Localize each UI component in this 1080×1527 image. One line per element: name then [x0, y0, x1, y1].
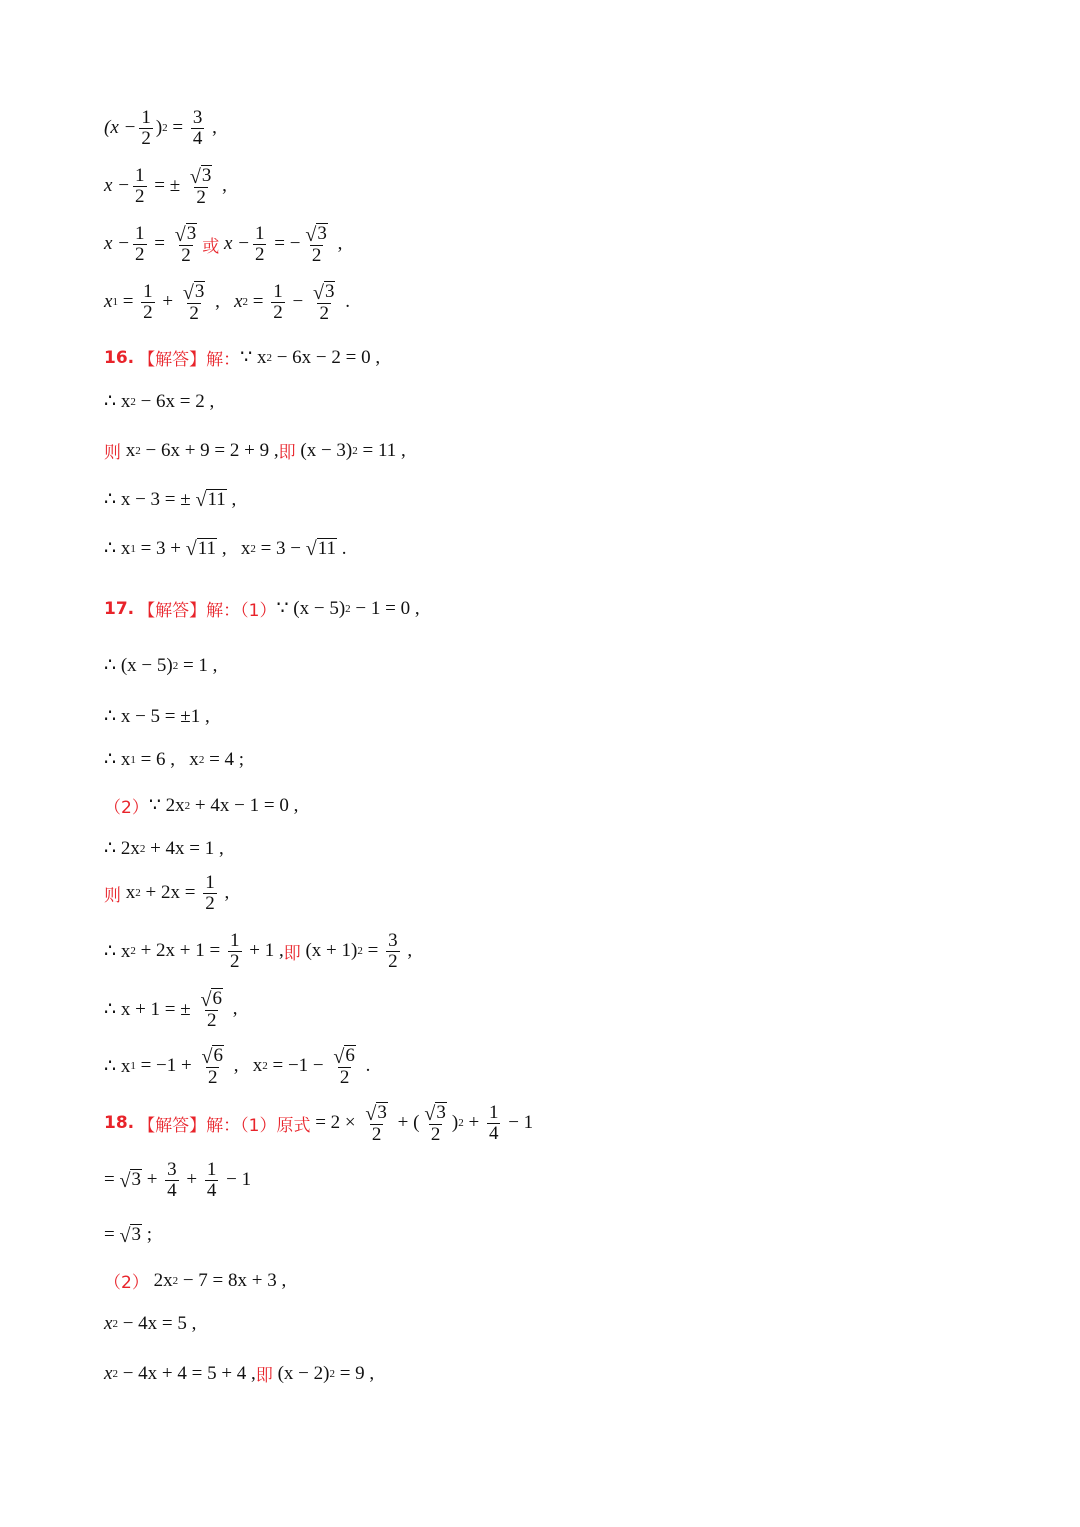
fraction [303, 223, 329, 266]
denominator: 2 [205, 892, 215, 914]
expr: − [287, 291, 308, 313]
radicand: 3 [377, 1102, 387, 1123]
namely-word: 即 [278, 443, 296, 463]
variable: x [104, 291, 113, 313]
expr: ∵ 2x [148, 795, 185, 816]
expr: = −1 − [267, 1055, 329, 1077]
punct: . [340, 291, 350, 313]
fraction [141, 282, 155, 323]
radicand: 3 [324, 281, 335, 302]
fraction [200, 1045, 226, 1088]
equation-line: (x − $\frac{1}{2}$ ) 2 = $\frac{3}{4}$ , [104, 107, 217, 149]
denominator: 2 [339, 1066, 350, 1088]
expr: = [104, 1224, 120, 1245]
expr: ) [451, 1112, 459, 1134]
question-number: 16. [104, 347, 135, 368]
expr: + 4x − 1 = 0 , [190, 794, 299, 816]
radicand: 3 [201, 165, 212, 186]
expr: x [121, 439, 136, 461]
expr: x − [219, 233, 250, 255]
or-word: 或 [202, 236, 220, 257]
equation-line: ∴ (x − 5) 2 = 1 , [104, 654, 218, 676]
equation-line: x 2 − 4x = 5 , [104, 1313, 197, 1334]
expr: ∴ x − 3 = ± [104, 489, 196, 510]
expr: = [248, 291, 269, 313]
denominator: 2 [143, 301, 153, 323]
punct: , [217, 175, 227, 197]
expr: − 1 = 0 , [350, 597, 420, 619]
denominator: 2 [388, 950, 398, 972]
equation-line: ∴ x 2 − 6x = 2 , [104, 390, 215, 412]
expr: ∴ 2x [104, 838, 140, 859]
numerator: 1 [135, 164, 145, 186]
fraction [253, 224, 267, 265]
denominator: 2 [189, 302, 199, 324]
sqrt: √ 3 [365, 1102, 387, 1125]
expr: = ± [149, 175, 185, 197]
fraction [331, 1045, 357, 1088]
radicand: 3 [436, 1102, 446, 1123]
sqrt: √ 3 [182, 281, 205, 304]
expr: x [104, 1313, 113, 1334]
equation-line: （2） ∵ 2x 2 + 4x − 1 = 0 , [104, 794, 299, 818]
fraction [228, 931, 242, 972]
equation-line [104, 488, 236, 511]
expr: = [149, 233, 170, 255]
expr: = 3 − [255, 537, 306, 559]
expr: x − [104, 175, 131, 197]
expr: (x − [104, 117, 137, 139]
answer-tag: 【解答】解：（1） [138, 601, 277, 621]
expr: x [121, 882, 136, 904]
equation-line: ∴ x 2 + 2x + 1 = $\frac{1}{2}$ + 1 , 即 (x + 1) 2 = $\frac{3}{2}$ , [104, 930, 413, 972]
denominator: 2 [135, 185, 145, 207]
fraction [181, 281, 207, 324]
question-number: 17. [104, 598, 135, 619]
expr: + 4x = 1 , [145, 837, 224, 859]
fraction [133, 166, 147, 207]
sqrt: √ 3 [119, 1169, 141, 1193]
denominator: 2 [371, 1123, 382, 1145]
answer-tag: 【解答】解： [138, 350, 241, 370]
part-label: （2） [104, 1273, 149, 1293]
fraction [271, 282, 285, 323]
expr: = −1 + [135, 1055, 197, 1077]
expr: 2x [148, 1269, 173, 1291]
expr: = [117, 291, 139, 313]
expr: (x − 2) [272, 1362, 330, 1384]
radicand: 3 [131, 1169, 141, 1191]
sqrt: √ 6 [201, 1045, 223, 1068]
numerator: 1 [141, 107, 151, 128]
equation-line: 则 x 2 − 6x + 9 = 2 + 9 , 即 (x − 3) 2 = 11 , [104, 439, 406, 463]
equation-line: 则 x 2 + 2x = $\frac{1}{2}$ , [104, 872, 230, 914]
expr: + [157, 291, 178, 313]
fraction [173, 223, 199, 266]
sqrt: √ 3 [312, 281, 335, 304]
denominator: 2 [135, 243, 145, 265]
expr: = [362, 940, 384, 962]
answer-tag: 【解答】解：（1）原式 [138, 1115, 311, 1136]
denominator: 4 [192, 127, 203, 149]
radicand: 3 [194, 281, 205, 302]
radicand: 11 [207, 488, 226, 510]
answer-heading-16: 16. 【解答】解： ∵ x 2 − 6x − 2 = 0 , [104, 346, 381, 370]
numerator: 3 [388, 930, 398, 951]
fraction [139, 108, 153, 149]
numerator: 1 [273, 280, 283, 302]
expr: ∴ x [104, 538, 131, 559]
expr: = 11 , [357, 439, 406, 461]
denominator: 2 [319, 302, 329, 324]
fraction [203, 873, 217, 914]
punct: , [227, 998, 238, 1020]
expr: + [181, 1169, 202, 1191]
expr: − 6x = 2 , [135, 390, 215, 412]
equation-line [104, 223, 342, 266]
fraction [205, 1160, 219, 1201]
denominator: 2 [206, 1009, 217, 1031]
punct: , [207, 117, 217, 139]
denominator: 2 [207, 1066, 218, 1088]
answer-heading-17: 17. 【解答】解：（1） ∵ (x − 5) 2 − 1 = 0 , [104, 597, 420, 621]
then-word: 则 [104, 885, 121, 906]
expr: = 1 , [178, 654, 218, 676]
punct: , [226, 488, 237, 510]
fraction [363, 1102, 389, 1145]
fraction [165, 1160, 179, 1201]
expr: ) [155, 117, 163, 139]
equation-line [104, 165, 227, 208]
numerator: 1 [143, 280, 153, 302]
sqrt: √ 3 [305, 223, 327, 246]
numerator: 1 [230, 930, 240, 951]
expr: ∴ x [104, 940, 131, 962]
sqrt: √ 6 [200, 988, 222, 1011]
expr: − 1 [221, 1169, 252, 1191]
radicand: 11 [317, 537, 337, 559]
expr: − 6x − 2 = 0 , [271, 346, 381, 368]
sqrt: √ 3 [174, 223, 197, 246]
fraction [311, 281, 337, 324]
sqrt: √ 11 [195, 488, 226, 512]
numerator: 1 [206, 1159, 217, 1180]
expr: = 6 , x [135, 748, 199, 770]
punct: . [337, 537, 347, 559]
sqrt: √ 6 [333, 1045, 355, 1068]
sqrt: √ 3 [119, 1224, 141, 1247]
expr: = [104, 1169, 120, 1191]
numerator: 1 [205, 872, 215, 893]
expr: = 3 + [135, 537, 186, 559]
expr: ∴ x + 1 = ± [104, 998, 196, 1020]
sqrt: √ 11 [185, 537, 217, 561]
radicand: 3 [317, 223, 327, 244]
denominator: 4 [488, 1122, 499, 1144]
numerator: 3 [167, 1159, 177, 1180]
fraction [198, 988, 224, 1031]
expr: = 2 × [310, 1112, 361, 1134]
expr: + 1 , [244, 940, 284, 962]
expr: + ( [392, 1112, 420, 1134]
expr: − 4x = 5 , [117, 1313, 197, 1334]
expr: ∴ x [104, 391, 131, 412]
equation-line [104, 705, 210, 728]
expr: = 4 ; [204, 748, 245, 770]
punct: , [219, 882, 230, 904]
expr: = 9 , [334, 1362, 375, 1384]
expr: − 7 = 8x + 3 , [178, 1269, 287, 1291]
expr: (x + 1) [300, 940, 358, 962]
equation-line: x 2 − 4x + 4 = 5 + 4 , 即 (x − 2) 2 = 9 , [104, 1362, 375, 1386]
equation-line [104, 1160, 251, 1201]
separator: , x [228, 1055, 263, 1077]
expr: x − [104, 233, 131, 255]
equation-line: ∴ 2x 2 + 4x = 1 , [104, 837, 224, 859]
namely-word: 即 [283, 943, 301, 964]
denominator: 2 [254, 243, 265, 265]
numerator: 1 [488, 1101, 499, 1123]
equation-line [104, 988, 237, 1031]
expr: ∴ x [104, 749, 131, 770]
expr: x [104, 1362, 113, 1384]
radicand: 3 [131, 1224, 141, 1246]
sqrt: √ 11 [305, 537, 337, 561]
sqrt: √ 3 [189, 165, 212, 188]
denominator: 4 [167, 1179, 177, 1201]
denominator: 2 [196, 186, 206, 208]
equation-line: x 1 = $\frac{1}{2}$ + √ 3 2 , x 2 = $\frac{1}{2}$ − √ 3 2 . [104, 280, 350, 324]
punct: . [360, 1055, 371, 1077]
denominator: 2 [141, 127, 151, 149]
expr: ∴ x [104, 1055, 131, 1077]
expr: (x − 3) [295, 439, 353, 461]
radicand: 6 [345, 1045, 355, 1066]
fraction [188, 165, 214, 208]
fraction [191, 108, 205, 149]
equation-line: ∴ x 1 = 6 , x 2 = 4 ; [104, 748, 245, 770]
radicand: 11 [197, 537, 217, 559]
expr: = [167, 117, 188, 139]
punct: ; [141, 1224, 152, 1245]
denominator: 2 [181, 244, 191, 266]
radicand: 3 [186, 223, 197, 244]
expr: ∴ (x − 5) [104, 655, 173, 676]
radicand: 6 [212, 988, 222, 1009]
expr: ∴ x − 5 = ±1 , [104, 706, 210, 727]
denominator: 2 [430, 1123, 441, 1145]
numerator: 1 [254, 222, 265, 244]
namely-word: 即 [255, 1366, 273, 1386]
equation-line: ∴ x 1 = −1 + √ 6 2 , x 2 = −1 − √ 6 2 . [104, 1045, 371, 1088]
sqrt: √ 3 [424, 1102, 446, 1125]
fraction [422, 1102, 448, 1145]
fraction [133, 224, 147, 265]
expr: + 2x = [140, 882, 201, 904]
denominator: 4 [206, 1179, 217, 1201]
variable: x [234, 291, 243, 313]
numerator: 3 [192, 107, 203, 128]
denominator: 2 [273, 301, 283, 323]
expr: = − [269, 233, 301, 255]
radicand: 6 [213, 1045, 223, 1066]
question-number: 18. [104, 1113, 135, 1134]
fraction [386, 931, 400, 972]
then-word: 则 [104, 443, 121, 463]
denominator: 2 [311, 244, 322, 266]
expr: − 6x + 9 = 2 + 9 , [140, 439, 279, 461]
part-label: （2） [104, 798, 149, 818]
expr: ∵ x [240, 347, 267, 368]
expr: − 1 [503, 1112, 534, 1134]
expr: + 2x + 1 = [135, 940, 225, 962]
punct: , [332, 233, 343, 255]
separator: , [210, 291, 235, 313]
punct: , [402, 940, 413, 962]
expr: + [141, 1169, 163, 1191]
fraction [487, 1103, 501, 1144]
denominator: 2 [230, 950, 240, 972]
equation-line: ∴ x 1 = 3 + √ 11 , x 2 = 3 − √ 11 . [104, 537, 347, 561]
equation-line: （2） 2x 2 − 7 = 8x + 3 , [104, 1269, 287, 1293]
expr: ∵ (x − 5) [276, 598, 346, 619]
numerator: 1 [135, 222, 145, 244]
expr: − 4x + 4 = 5 + 4 , [117, 1362, 256, 1384]
equation-line [104, 1224, 152, 1246]
answer-heading-18: 18. 【解答】解：（1）原式 = 2 × √ 3 2 + ( √ 3 2 ) 2 + $\frac{1}{4}$ − 1 [104, 1101, 534, 1145]
separator: , x [217, 537, 251, 559]
expr: + [463, 1112, 484, 1134]
